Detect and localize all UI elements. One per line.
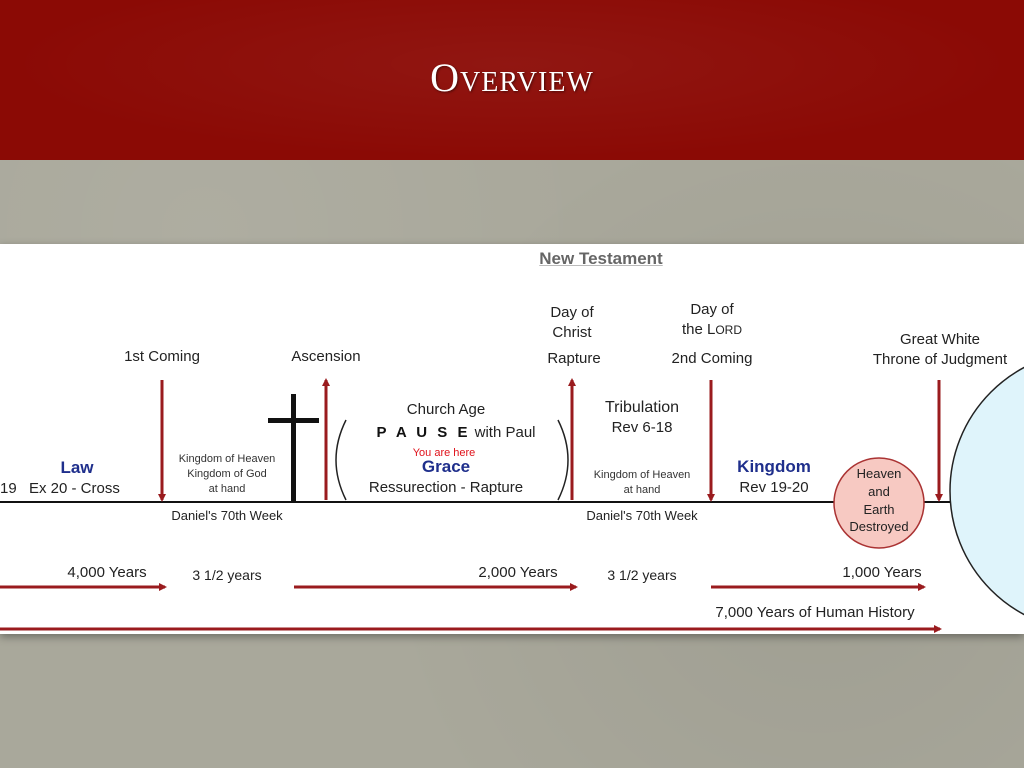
pause-word: P A U S E xyxy=(376,424,471,441)
church-age-label: Church Age xyxy=(406,401,486,418)
day-of-lord-smallcaps: ORD xyxy=(715,323,743,337)
one-thousand-years-label: 1,000 Years xyxy=(842,564,922,581)
daniels-week-2: Daniel's 70th Week xyxy=(586,508,698,523)
day-of-lord-line1: Day of xyxy=(690,301,734,318)
kingdom-at-hand-2-line2: at hand xyxy=(623,484,661,496)
four-thousand-years-label: 4,000 Years xyxy=(67,564,147,581)
law-ref: Ex 20 - Cross xyxy=(29,480,120,497)
three-half-years-label-2: 3 1/2 years xyxy=(607,567,677,583)
new-testament-header: New Testament xyxy=(539,249,663,268)
timeline-diagram xyxy=(0,244,1024,634)
cross-icon xyxy=(268,394,319,502)
great-white-throne-line1: Great White xyxy=(899,331,981,348)
ascension-label: Ascension xyxy=(291,348,361,365)
kingdom-at-hand-2-line1: Kingdom of Heaven xyxy=(593,469,691,481)
day-of-lord-prefix: the L xyxy=(681,321,716,338)
rapture-label: Rapture xyxy=(547,350,601,367)
kingdom-title: Kingdom xyxy=(737,457,811,476)
slide-title: Overview xyxy=(430,55,594,100)
kingdom-at-hand-1-line2: Kingdom of God xyxy=(187,468,267,480)
destroyed-line4: Destroyed xyxy=(849,519,909,534)
day-of-christ-line1: Day of xyxy=(550,304,594,321)
eternity-circle xyxy=(950,351,1024,631)
kingdom-at-hand-1-line3: at hand xyxy=(208,483,246,495)
pause-line xyxy=(376,423,535,443)
pause-suffix: with Paul xyxy=(470,424,536,441)
church-age-left-paren xyxy=(336,420,346,500)
church-age-right-paren xyxy=(558,420,568,500)
law-title: Law xyxy=(60,458,94,477)
daniels-week-1: Daniel's 70th Week xyxy=(171,508,283,523)
second-coming-label: 2nd Coming xyxy=(671,350,753,367)
tribulation-title: Tribulation xyxy=(604,399,680,416)
grace-sub: Ressurection - Rapture xyxy=(368,479,524,496)
tribulation-ref: Rev 6-18 xyxy=(611,419,673,436)
law-ref-partial: 19 xyxy=(0,480,17,497)
day-of-christ-line2: Christ xyxy=(552,324,592,341)
destroyed-line1: Heaven xyxy=(856,466,902,481)
kingdom-ref: Rev 19-20 xyxy=(739,479,809,496)
three-half-years-label-1: 3 1/2 years xyxy=(192,567,262,583)
kingdom-at-hand-1-line1: Kingdom of Heaven xyxy=(178,453,276,465)
human-history-label: 7,000 Years of Human History xyxy=(715,604,915,621)
destroyed-line2: and xyxy=(868,484,890,499)
you-are-here-label: You are here xyxy=(412,447,476,459)
first-coming-label: 1st Coming xyxy=(124,348,200,365)
great-white-throne-line2: Throne of Judgment xyxy=(872,351,1008,368)
title-bar xyxy=(0,0,1024,160)
grace-title: Grace xyxy=(421,457,471,476)
two-thousand-years-label: 2,000 Years xyxy=(478,564,558,581)
day-of-lord-line2 xyxy=(682,320,742,340)
destroyed-line3: Earth xyxy=(863,502,895,517)
